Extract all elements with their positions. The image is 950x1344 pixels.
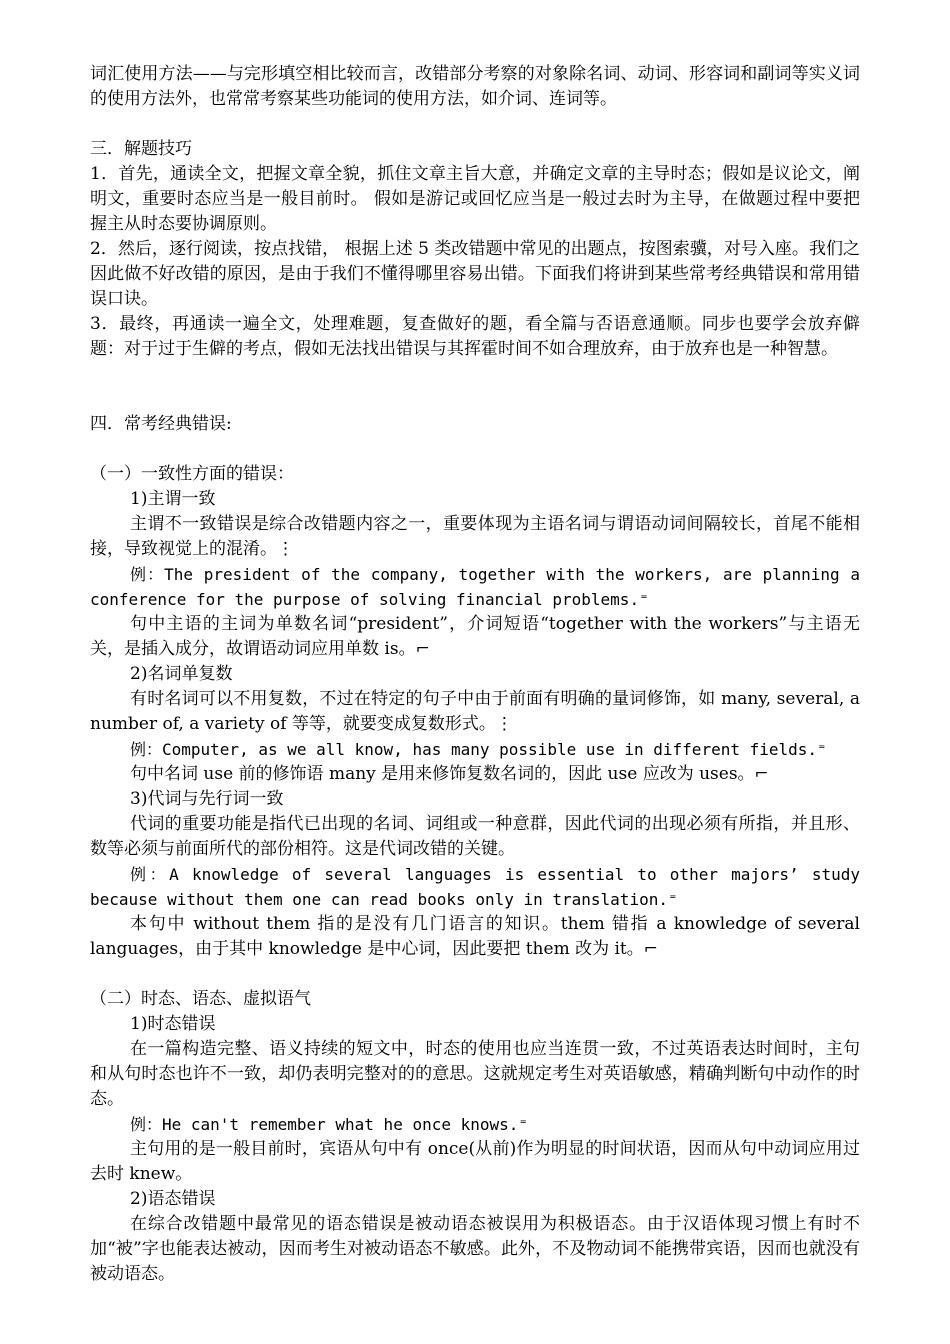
noun-number-example: 例：Computer, as we all know, has many possible use in different fields.⁼ [130, 740, 827, 759]
subject-verb-title: 1)主谓一致 [130, 489, 216, 509]
section4-heading: 四．常考经典错误: [90, 414, 232, 434]
noun-number-title: 2)名词单复数 [130, 664, 233, 684]
tense-error-example: 例：He can't remember what he once knows.⁼ [130, 1115, 529, 1134]
pronoun-antecedent-text: 代词的重要功能是指代已出现的名词、词组或一种意群，因此代词的出现必须有所指，并且形、数等必须与前面所代的部份相符。这是代词改错的关键。 [90, 814, 860, 859]
subject-verb-text: 主谓不一致错误是综合改错题内容之一，重要体现为主语名词与谓语动词间隔较长，首尾不能相接，导致视觉上的混淆。⋮ [90, 514, 860, 559]
voice-error-text: 在综合改错题中最常见的语态错误是被动语态被误用为积极语态。由于汉语体现习惯上有时不加“被”字也能表达被动，因而考生对被动语态不敏感。此外，不及物动词不能携带宾语，因而也就没有被动语态。 [90, 1214, 860, 1284]
noun-number-explanation: 句中名词 use 前的修饰语 many 是用来修饰复数名词的，因此 use 应改为 uses。⌐ [130, 764, 769, 784]
intro-paragraph: 词汇使用方法——与完形填空相比较而言，改错部分考察的对象除名词、动词、形容词和副词等实义词的使用方法外，也常常考察某些功能词的使用方法，如介词、连词等。 [90, 64, 860, 109]
tense-error-text: 在一篇构造完整、语义持续的短文中，时态的使用也应当连贯一致，不过英语表达时间时，主句和从句时态也许不一致，却仍表明完整对的的意思。这就规定考生对英语敏感，精确判断句中动作的时态。 [90, 1039, 860, 1109]
group2-heading: （二）时态、语态、虚拟语气 [90, 989, 311, 1009]
subject-verb-explanation: 句中主语的主词为单数名词“president”，介词短语“together with the workers”与主语无关，是插入成分，故谓语动词应用单数 is。⌐ [90, 614, 860, 659]
section3-step3: 3．最终，再通读一遍全文，处理难题，复查做好的题，看全篇与否语意通顺。同步也要学会放弃僻题：对于过于生僻的考点，假如无法找出错误与其挥霍时间不如合理放弃，由于放弃也是一种智慧。 [90, 314, 860, 359]
section3-step1: 1．首先，通读全文，把握文章全貌，抓住文章主旨大意，并确定文章的主导时态；假如是议论文，阐明文，重要时态应当是一般目前时。 假如是游记或回忆应当是一般过去时为主导，在做题过程中要把握主从时态要协调原则。 [90, 164, 860, 234]
tense-error-explanation: 主句用的是一般目前时，宾语从句中有 once(从前)作为明显的时间状语，因而从句中动词应用过去时 knew。 [90, 1139, 860, 1184]
section3-step2: 2．然后，逐行阅读，按点找错， 根据上述 5 类改错题中常见的出题点，按图索骥，对号入座。我们之因此做不好改错的原因，是由于我们不懂得哪里容易出错。下面我们将讲到某些常考经典错误和常用错误口诀。 [90, 239, 860, 309]
section3-heading: 三．解题技巧 [90, 139, 192, 159]
tense-error-title: 1)时态错误 [130, 1014, 216, 1034]
pronoun-antecedent-title: 3)代词与先行词一致 [130, 789, 284, 809]
noun-number-text: 有时名词可以不用复数，不过在特定的句子中由于前面有明确的量词修饰，如 many, several, a number of, a variety of 等等，就要变成复数形式。⋮ [90, 689, 860, 734]
voice-error-title: 2)语态错误 [130, 1189, 216, 1209]
group1-heading: （一）一致性方面的错误： [90, 464, 294, 484]
pronoun-antecedent-example: 例：A knowledge of several languages is essential to other majors’ study because without them one can read books only in translation.⁼ [90, 865, 860, 909]
subject-verb-example: 例：The president of the company, together with the workers, are planning a conference for the purpose of solving financial problems.⁼ [90, 565, 860, 609]
pronoun-antecedent-explanation: 本句中 without them 指的是没有几门语言的知识。them 错指 a knowledge of several languages，由于其中 knowledge 是中心词，因此要把 them 改为 it。⌐ [90, 914, 860, 959]
